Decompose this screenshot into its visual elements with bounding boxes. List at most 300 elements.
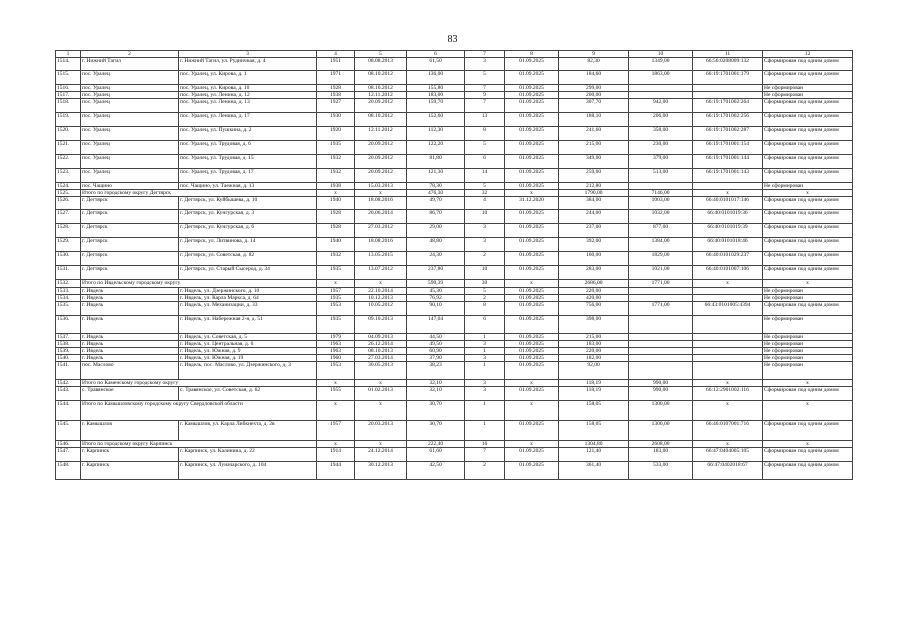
table-row: [56, 155, 853, 169]
year-cell: 1932: [317, 252, 355, 266]
value-cell: 184,60: [559, 71, 629, 85]
table-row: [56, 197, 853, 210]
land-area-cell: 1003,00: [629, 197, 693, 210]
row-number: 1520.: [56, 127, 81, 141]
date-cell: x: [355, 441, 407, 448]
land-area-cell: 206,00: [629, 113, 693, 127]
date-cell: 08.10.2012: [355, 113, 407, 127]
locality-cell: г. Дегтярск: [81, 210, 179, 224]
area-cell: 122,20: [407, 141, 465, 155]
land-area-cell: 183,00: [629, 448, 693, 462]
land-area-cell: [629, 347, 693, 354]
year-cell: 1940: [317, 197, 355, 210]
count-cell: 10: [465, 266, 505, 280]
date-cell: 20.09.2012: [355, 169, 407, 183]
address-cell: г. Дегтярск, ул. Куйбышева, д. 10: [179, 197, 317, 210]
year-cell: 1940: [317, 238, 355, 252]
row-number: 1544.: [56, 401, 81, 421]
count-cell: 9: [465, 92, 505, 99]
cadastral-cell: 66:40:0101017:146: [693, 197, 763, 210]
area-cell: 32,10: [407, 380, 465, 387]
year-cell: 1928: [317, 85, 355, 92]
address-cell: г. Карпинск, ул. Луначарского, д. 104: [179, 462, 317, 480]
date-cell: 18.08.2016: [355, 197, 407, 210]
table-row: [56, 347, 853, 354]
count-cell: 5: [465, 183, 505, 190]
year-cell: 1928: [317, 210, 355, 224]
count-cell: 5: [465, 287, 505, 294]
row-number: 1515.: [56, 71, 81, 85]
address-cell: г. Ивдель, ул. Карла Маркса, д. 64: [179, 294, 317, 301]
year-cell: 1935: [317, 315, 355, 333]
total-row: [56, 380, 853, 387]
due-date-cell: 01.09.2025: [505, 333, 559, 340]
table-row: [56, 355, 853, 362]
value-cell: 92,00: [559, 362, 629, 380]
date-cell: 27.03.2012: [355, 224, 407, 238]
value-cell: 420,00: [559, 294, 629, 301]
value-cell: 118,19: [559, 380, 629, 387]
status-cell: Сформирован под одним домом: [763, 252, 853, 266]
count-cell: 6: [465, 315, 505, 333]
row-number: 1543.: [56, 387, 81, 401]
count-cell: 3: [465, 387, 505, 401]
table-row: [56, 141, 853, 155]
value-cell: 212,80: [559, 183, 629, 190]
locality-cell: г. Дегтярск: [81, 238, 179, 252]
cadastral-cell: [693, 294, 763, 301]
land-area-cell: 1771,00: [629, 280, 693, 287]
row-number: 1529.: [56, 238, 81, 252]
count-cell: 4: [465, 197, 505, 210]
locality-cell: г. Дегтярск: [81, 197, 179, 210]
date-cell: 13.07.2012: [355, 266, 407, 280]
due-date-cell: 01.09.2025: [505, 71, 559, 85]
year-cell: 1927: [317, 99, 355, 113]
year-cell: 1920: [317, 127, 355, 141]
row-number: 1542.: [56, 380, 81, 387]
date-cell: 12.11.2012: [355, 127, 407, 141]
row-number: 1521.: [56, 141, 81, 155]
year-cell: 1971: [317, 71, 355, 85]
address-cell: с. Травянское, ул. Советская, д. 62: [179, 387, 317, 401]
status-cell: Сформирован под одним домом: [763, 462, 853, 480]
column-number: 12: [763, 51, 853, 58]
table-row: [56, 340, 853, 347]
cadastral-cell: 66:19:1701001:154: [693, 141, 763, 155]
cadastral-cell: 66:46:0107001:716: [693, 421, 763, 441]
value-cell: 118,19: [559, 387, 629, 401]
table-row: [56, 362, 853, 380]
year-cell: 1938: [317, 183, 355, 190]
status-cell: Не сформирован: [763, 92, 853, 99]
year-cell: x: [317, 441, 355, 448]
land-area-cell: 379,00: [629, 155, 693, 169]
status-cell: x: [763, 401, 853, 421]
value-cell: 215,00: [559, 141, 629, 155]
date-cell: x: [355, 380, 407, 387]
table-row: [56, 315, 853, 333]
area-cell: 136,00: [407, 71, 465, 85]
count-cell: 1: [465, 401, 505, 421]
address-cell: г. Камышлов, ул. Карла Либкнехта, д. 2в: [179, 421, 317, 441]
row-number: 1539.: [56, 347, 81, 354]
locality-cell: г. Ивдель: [81, 340, 179, 347]
year-cell: 1979: [317, 333, 355, 340]
row-number: 1518.: [56, 99, 81, 113]
land-area-cell: [629, 183, 693, 190]
cadastral-cell: x: [693, 380, 763, 387]
cadastral-cell: 66:19:1701001:144: [693, 155, 763, 169]
year-cell: 1935: [317, 294, 355, 301]
land-area-cell: [629, 315, 693, 333]
year-cell: x: [317, 380, 355, 387]
count-cell: 5: [465, 71, 505, 85]
status-cell: Не сформирован: [763, 183, 853, 190]
column-number: 8: [505, 51, 559, 58]
due-date-cell: 01.09.2025: [505, 362, 559, 380]
area-cell: 44,50: [407, 333, 465, 340]
land-area-cell: 1021,00: [629, 266, 693, 280]
table-row: [56, 99, 853, 113]
area-cell: 37,90: [407, 355, 465, 362]
count-cell: 5: [465, 141, 505, 155]
column-number: 4: [317, 51, 355, 58]
table-row: [56, 387, 853, 401]
cadastral-cell: [693, 85, 763, 92]
address-cell: г. Ивдель, ул. Центральная, д. 6: [179, 340, 317, 347]
due-date-cell: 01.09.2025: [505, 210, 559, 224]
cadastral-cell: [693, 92, 763, 99]
locality-cell: г. Дегтярск: [81, 252, 179, 266]
status-cell: Не сформирован: [763, 287, 853, 294]
land-area-cell: 513,00: [629, 169, 693, 183]
row-number: 1537.: [56, 333, 81, 340]
locality-cell: пос. Уралец: [81, 99, 179, 113]
address-cell: пос. Уралец, ул. Трудовая, д. 15: [179, 155, 317, 169]
date-cell: 26.12.2014: [355, 340, 407, 347]
due-date-cell: 01.09.2025: [505, 387, 559, 401]
area-cell: 49,70: [407, 197, 465, 210]
address-cell: г. Ивдель, ул. Дзержинского, д. 10: [179, 287, 317, 294]
count-cell: 1: [465, 421, 505, 441]
date-cell: 13.05.2015: [355, 252, 407, 266]
value-cell: 215,00: [559, 333, 629, 340]
land-area-cell: 1032,00: [629, 210, 693, 224]
count-cell: 2: [465, 294, 505, 301]
count-cell: 6: [465, 155, 505, 169]
address-cell: пос. Уралец, ул. Кирова, д. 1: [179, 71, 317, 85]
total-label: Итого по Ивдельскому городскому округу: [81, 280, 317, 287]
area-cell: 237,80: [407, 266, 465, 280]
due-date-cell: 01.09.2025: [505, 462, 559, 480]
year-cell: 1957: [317, 421, 355, 441]
table-row: [56, 224, 853, 238]
due-date-cell: 01.09.2025: [505, 183, 559, 190]
area-cell: 32,10: [407, 387, 465, 401]
land-area-cell: [629, 355, 693, 362]
row-number: 1527.: [56, 210, 81, 224]
table-row: [56, 92, 853, 99]
count-cell: 3: [465, 380, 505, 387]
land-area-cell: 990,00: [629, 380, 693, 387]
land-area-cell: 1300,00: [629, 401, 693, 421]
column-number: 1: [56, 51, 81, 58]
value-cell: 361,40: [559, 462, 629, 480]
cadastral-cell: 66:40:0101029:237: [693, 252, 763, 266]
date-cell: x: [355, 401, 407, 421]
address-cell: г. Карпинск, ул. Калинина, д. 22: [179, 448, 317, 462]
value-cell: 283,00: [559, 266, 629, 280]
date-cell: 20.09.2012: [355, 141, 407, 155]
value-cell: 121,40: [559, 448, 629, 462]
table-row: [56, 113, 853, 127]
area-cell: 29,00: [407, 224, 465, 238]
value-cell: 237,00: [559, 224, 629, 238]
status-cell: Сформирован под одним домом: [763, 197, 853, 210]
cadastral-cell: 66:47:0404005:105: [693, 448, 763, 462]
due-date-cell: 01.09.2025: [505, 113, 559, 127]
date-cell: 27.03.2014: [355, 355, 407, 362]
locality-cell: пос. Маслово: [81, 362, 179, 380]
count-cell: 7: [465, 85, 505, 92]
status-cell: Не сформирован: [763, 355, 853, 362]
count-cell: 14: [465, 169, 505, 183]
year-cell: 1932: [317, 169, 355, 183]
status-cell: x: [763, 280, 853, 287]
cadastral-cell: 66:40:0101019:36: [693, 210, 763, 224]
due-date-cell: 01.09.2025: [505, 141, 559, 155]
year-cell: 1935: [317, 141, 355, 155]
cadastral-cell: [693, 333, 763, 340]
year-cell: 1955: [317, 387, 355, 401]
address-cell: пос. Уралец, ул. Трудовая, д. 6: [179, 141, 317, 155]
row-number: 1536.: [56, 315, 81, 333]
locality-cell: г. Дегтярск: [81, 224, 179, 238]
year-cell: 1914: [317, 448, 355, 462]
row-number: 1530.: [56, 252, 81, 266]
status-cell: x: [763, 380, 853, 387]
due-date-cell: 01.09.2025: [505, 238, 559, 252]
row-number: 1522.: [56, 155, 81, 169]
address-cell: г. Дегтярск, ул. Литвинова, д. 14: [179, 238, 317, 252]
table-row: [56, 462, 853, 480]
due-date-cell: 01.09.2025: [505, 448, 559, 462]
area-cell: 38,23: [407, 362, 465, 380]
row-number: 1534.: [56, 294, 81, 301]
land-area-cell: [629, 340, 693, 347]
area-cell: 61,60: [407, 448, 465, 462]
cadastral-cell: 66:40:0101019:39: [693, 224, 763, 238]
address-cell: г. Ивдель, ул. Южная, д. 9: [179, 347, 317, 354]
table-row: [56, 58, 853, 71]
column-number: 3: [179, 51, 317, 58]
year-cell: 1953: [317, 301, 355, 315]
address-cell: пос. Уралец, ул. Кирова, д. 10: [179, 85, 317, 92]
year-cell: 1932: [317, 155, 355, 169]
year-cell: x: [317, 190, 355, 197]
value-cell: 244,00: [559, 210, 629, 224]
land-area-cell: 942,00: [629, 99, 693, 113]
due-date-cell: x: [505, 380, 559, 387]
status-cell: Сформирован под одним домом: [763, 99, 853, 113]
table-row: [56, 421, 853, 441]
locality-cell: пос. Уралец: [81, 127, 179, 141]
row-number: 1540.: [56, 355, 81, 362]
due-date-cell: x: [505, 280, 559, 287]
count-cell: 30: [465, 280, 505, 287]
count-cell: 1: [465, 362, 505, 380]
row-number: 1519.: [56, 113, 81, 127]
year-cell: 1944: [317, 462, 355, 480]
area-cell: 222,40: [407, 441, 465, 448]
value-cell: 259,00: [559, 169, 629, 183]
address-cell: г. Дегтярск, ул. Советская, д. 82: [179, 252, 317, 266]
status-cell: x: [763, 441, 853, 448]
address-cell: г. Нижний Тагил, ул. Рудничная, д. 4: [179, 58, 317, 71]
date-cell: 04.09.2013: [355, 333, 407, 340]
address-cell: г. Ивдель, ул. Механизации, д. 33: [179, 301, 317, 315]
value-cell: 756,00: [559, 301, 629, 315]
status-cell: Сформирован под одним домом: [763, 387, 853, 401]
locality-cell: пос. Уралец: [81, 71, 179, 85]
due-date-cell: 01.09.2025: [505, 340, 559, 347]
status-cell: Не сформирован: [763, 333, 853, 340]
due-date-cell: 01.09.2025: [505, 169, 559, 183]
value-cell: 82,30: [559, 58, 629, 71]
row-number: 1532.: [56, 280, 81, 287]
locality-cell: г. Нижний Тагил: [81, 58, 179, 71]
status-cell: Сформирован под одним домом: [763, 169, 853, 183]
row-number: 1525.: [56, 190, 81, 197]
due-date-cell: 01.09.2025: [505, 155, 559, 169]
status-cell: Сформирован под одним домом: [763, 448, 853, 462]
area-cell: 86,70: [407, 210, 465, 224]
value-cell: 299,00: [559, 85, 629, 92]
cadastral-cell: 66:40:0101007:106: [693, 266, 763, 280]
date-cell: 30.12.2013: [355, 462, 407, 480]
area-cell: 48,80: [407, 238, 465, 252]
status-cell: Сформирован под одним домом: [763, 238, 853, 252]
date-cell: 30.05.2013: [355, 362, 407, 380]
date-cell: 12.11.2012: [355, 92, 407, 99]
cadastral-cell: 66:40:0101018:46: [693, 238, 763, 252]
status-cell: Сформирован под одним домом: [763, 421, 853, 441]
column-number: 5: [355, 51, 407, 58]
land-area-cell: 1300,00: [629, 421, 693, 441]
count-cell: 10: [465, 210, 505, 224]
locality-cell: г. Карпинск: [81, 448, 179, 462]
due-date-cell: 01.09.2025: [505, 58, 559, 71]
cadastral-cell: 66:56:0208009:132: [693, 58, 763, 71]
table-row: [56, 85, 853, 92]
area-cell: 590,39: [407, 280, 465, 287]
land-area-cell: 1349,00: [629, 58, 693, 71]
date-cell: 20.03.2013: [355, 421, 407, 441]
area-cell: 45,30: [407, 287, 465, 294]
row-number: 1526.: [56, 197, 81, 210]
column-number: 7: [465, 51, 505, 58]
due-date-cell: x: [505, 401, 559, 421]
date-cell: 10.12.2013: [355, 294, 407, 301]
table-row: [56, 71, 853, 85]
locality-cell: г. Дегтярск: [81, 266, 179, 280]
column-number: 2: [81, 51, 179, 58]
date-cell: 20.09.2012: [355, 155, 407, 169]
column-number: 11: [693, 51, 763, 58]
column-number: 9: [559, 51, 629, 58]
land-area-cell: [629, 85, 693, 92]
land-area-cell: 1384,00: [629, 238, 693, 252]
cadastral-cell: 66:12:2901002:116: [693, 387, 763, 401]
value-cell: 160,00: [559, 252, 629, 266]
locality-cell: пос. Уралец: [81, 92, 179, 99]
year-cell: 1935: [317, 266, 355, 280]
row-number: 1538.: [56, 340, 81, 347]
locality-cell: г. Ивдель: [81, 287, 179, 294]
address-cell: пос. Чащино, ул. Таежная, д. 13: [179, 183, 317, 190]
year-cell: 1960: [317, 355, 355, 362]
due-date-cell: 01.09.2025: [505, 85, 559, 92]
value-cell: 188,10: [559, 113, 629, 127]
due-date-cell: 01.09.2025: [505, 421, 559, 441]
due-date-cell: 01.09.2025: [505, 347, 559, 354]
table-row: [56, 333, 853, 340]
address-cell: пос. Уралец, ул. Ленина, д. 17: [179, 113, 317, 127]
value-cell: 241,60: [559, 127, 629, 141]
date-cell: 15.03.2013: [355, 183, 407, 190]
total-row: [56, 190, 853, 197]
cadastral-cell: [693, 355, 763, 362]
row-number: 1546.: [56, 441, 81, 448]
table-row: [56, 169, 853, 183]
land-area-cell: 2608,00: [629, 441, 693, 448]
row-number: 1547.: [56, 448, 81, 462]
value-cell: 220,00: [559, 287, 629, 294]
year-cell: 1963: [317, 340, 355, 347]
cadastral-cell: 66:47:0402018:67: [693, 462, 763, 480]
row-number: 1517.: [56, 92, 81, 99]
page-number: 83: [447, 34, 458, 45]
cadastral-cell: 66:43:0101005:4394: [693, 301, 763, 315]
count-cell: 13: [465, 113, 505, 127]
address-cell: г. Дегтярск, ул. Кунгурская, д. 6: [179, 224, 317, 238]
land-area-cell: [629, 287, 693, 294]
count-cell: 3: [465, 355, 505, 362]
due-date-cell: 01.09.2025: [505, 92, 559, 99]
total-label: Итого по Камышловскому городскому округу Свердловской области: [81, 401, 317, 421]
locality-cell: с. Травянское: [81, 387, 179, 401]
total-row: [56, 441, 853, 448]
area-cell: 42,50: [407, 462, 465, 480]
area-cell: 152,60: [407, 113, 465, 127]
address-cell: пос. Уралец, ул. Пушкина, д. 2: [179, 127, 317, 141]
status-cell: Не сформирован: [763, 362, 853, 380]
due-date-cell: 01.09.2025: [505, 127, 559, 141]
year-cell: 1938: [317, 92, 355, 99]
status-cell: Не сформирован: [763, 294, 853, 301]
area-cell: 121,30: [407, 169, 465, 183]
land-area-cell: 358,00: [629, 127, 693, 141]
cadastral-cell: x: [693, 190, 763, 197]
date-cell: 22.10.2014: [355, 287, 407, 294]
locality-cell: пос. Уралец: [81, 169, 179, 183]
area-cell: 159,70: [407, 99, 465, 113]
land-area-cell: 7146,00: [629, 190, 693, 197]
cadastral-cell: [693, 362, 763, 380]
land-area-cell: 1771,00: [629, 301, 693, 315]
locality-cell: г. Ивдель: [81, 315, 179, 333]
